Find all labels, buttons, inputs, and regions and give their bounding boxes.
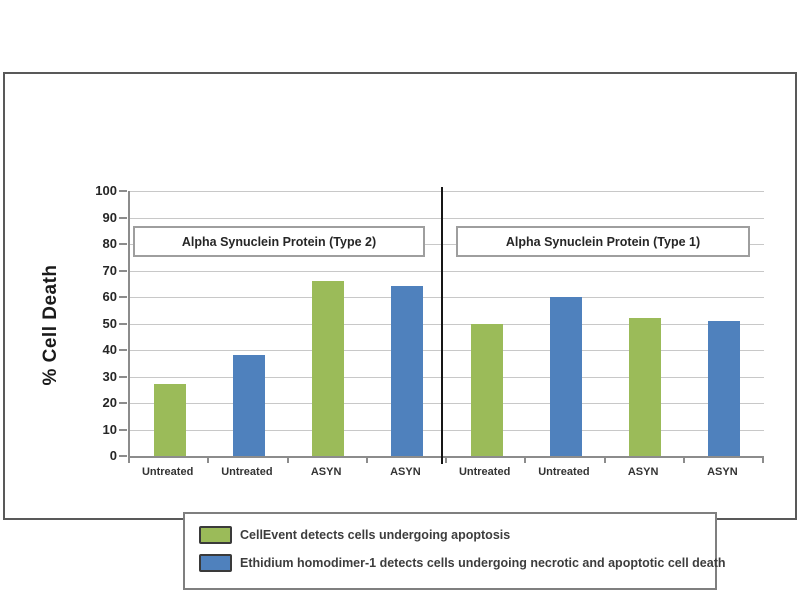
bar-asyn-8 bbox=[708, 321, 740, 456]
y-axis-title: % Cell Death bbox=[40, 264, 61, 386]
legend-label-2: Ethidium homodimer-1 detects cells undergoing necrotic and apoptotic cell death bbox=[240, 556, 726, 570]
gridline-50 bbox=[130, 324, 764, 325]
bar-untreated-5 bbox=[471, 324, 503, 457]
y-tick-label-80: 80 bbox=[102, 236, 117, 251]
chart-frame bbox=[3, 72, 797, 570]
y-tick-mark-40 bbox=[119, 349, 127, 351]
legend-label-1: CellEvent detects cells undergoing apoptosis bbox=[240, 528, 511, 542]
x-tick-mark-0 bbox=[128, 458, 130, 463]
gridline-70 bbox=[130, 271, 764, 272]
y-tick-label-90: 90 bbox=[102, 209, 117, 225]
gridline-40 bbox=[130, 350, 764, 351]
bar-untreated-2 bbox=[233, 355, 265, 456]
x-tick-mark-5 bbox=[524, 458, 526, 463]
x-tick-mark-1 bbox=[207, 458, 209, 463]
x-label-5: Untreated bbox=[458, 466, 511, 478]
group-divider-line bbox=[441, 187, 443, 464]
y-tick-label-0: 0 bbox=[109, 448, 117, 463]
x-label-8: ASYN bbox=[707, 466, 738, 478]
legend-item-2 bbox=[199, 551, 726, 575]
x-tick-mark-7 bbox=[683, 458, 685, 463]
gridline-10 bbox=[130, 430, 764, 431]
x-tick-mark-3 bbox=[366, 458, 368, 463]
y-tick-label-40: 40 bbox=[102, 342, 117, 357]
x-label-6: Untreated bbox=[538, 466, 590, 478]
gridline-20 bbox=[130, 403, 764, 404]
x-tick-mark-6 bbox=[604, 458, 606, 463]
bar-asyn-7 bbox=[629, 318, 661, 456]
bar-untreated-1 bbox=[154, 384, 186, 456]
legend-swatch-2 bbox=[199, 554, 232, 572]
x-tick-mark-4 bbox=[445, 458, 447, 463]
y-tick-label-100: 100 bbox=[95, 183, 117, 198]
y-tick-mark-50 bbox=[119, 323, 127, 325]
y-tick-mark-20 bbox=[119, 402, 127, 404]
legend-swatch-1 bbox=[199, 526, 232, 544]
x-tick-mark-2 bbox=[287, 458, 289, 463]
y-tick-mark-90 bbox=[119, 217, 127, 219]
y-tick-mark-60 bbox=[119, 296, 127, 298]
legend bbox=[183, 512, 726, 590]
y-tick-mark-10 bbox=[119, 429, 127, 431]
x-label-4: ASYN bbox=[390, 466, 421, 478]
y-tick-mark-80 bbox=[119, 243, 127, 245]
y-tick-mark-0 bbox=[119, 455, 127, 457]
legend-item-1 bbox=[199, 523, 715, 547]
y-tick-label-20: 20 bbox=[102, 395, 117, 410]
y-tick-label-50: 50 bbox=[102, 315, 117, 331]
x-tick-mark-8 bbox=[762, 458, 764, 463]
x-label-2: Untreated bbox=[221, 466, 273, 478]
x-label-7: ASYN bbox=[627, 466, 659, 478]
gridline-30 bbox=[130, 377, 764, 378]
y-tick-label-60: 60 bbox=[102, 289, 117, 304]
y-tick-label-10: 10 bbox=[102, 421, 117, 437]
x-label-3: ASYN bbox=[310, 466, 342, 478]
bar-asyn-3 bbox=[312, 281, 344, 456]
y-tick-mark-30 bbox=[119, 376, 127, 378]
y-tick-mark-100 bbox=[119, 190, 127, 192]
y-tick-label-30: 30 bbox=[102, 368, 117, 384]
x-label-1: Untreated bbox=[141, 466, 194, 478]
gridline-90 bbox=[130, 218, 764, 219]
gridline-60 bbox=[130, 297, 764, 298]
group-label-type1: Alpha Synuclein Protein (Type 1) bbox=[456, 226, 750, 257]
y-tick-label-70: 70 bbox=[102, 262, 117, 278]
bar-asyn-4 bbox=[391, 286, 423, 456]
bar-untreated-6 bbox=[550, 297, 582, 456]
group-label-type2: Alpha Synuclein Protein (Type 2) bbox=[133, 226, 425, 257]
gridline-100 bbox=[130, 191, 764, 192]
y-tick-mark-70 bbox=[119, 270, 127, 272]
